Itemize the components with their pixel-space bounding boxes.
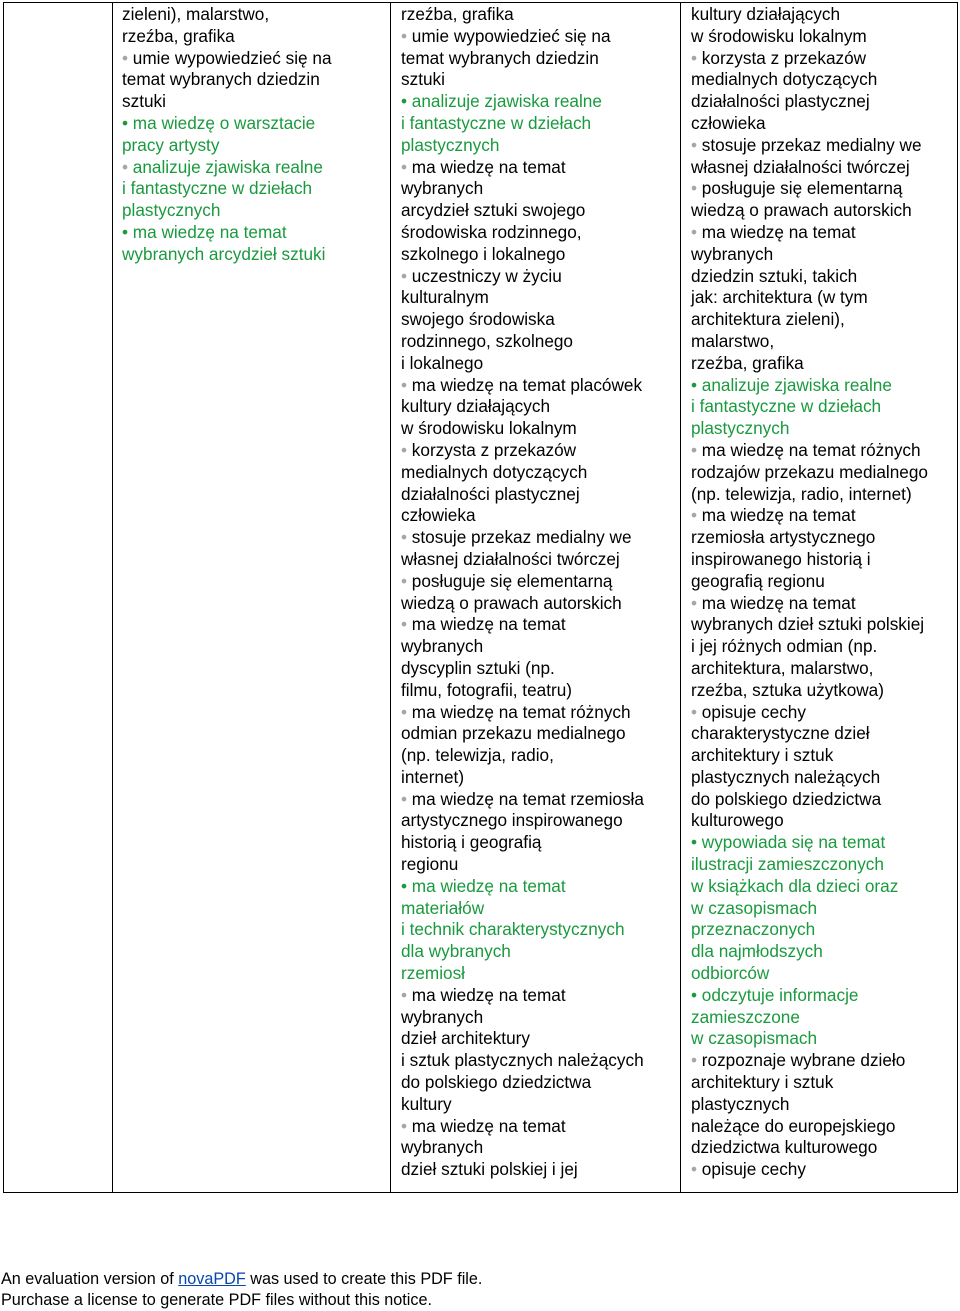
cell-line [401, 963, 680, 985]
cell-line [401, 1094, 680, 1116]
cell-line [691, 571, 957, 593]
cell-line-text: filmu, fotografii, teatru) [401, 679, 572, 700]
cell-line-text: wybranych [691, 243, 774, 264]
cell-line [401, 702, 680, 724]
bullet-icon: • [122, 156, 133, 177]
cell-line-text: ma wiedzę na temat [411, 1115, 566, 1136]
notice-line-1-suffix: was used to create this PDF file. [245, 1270, 483, 1288]
cell-line-text: wiedzą o prawach autorskich [691, 200, 912, 221]
cell-line-text: ma wiedzę na temat [132, 221, 287, 242]
bullet-icon: • [691, 701, 702, 722]
cell-line-text: rzeźba, grafika [691, 352, 804, 373]
cell-line-text: wybranych dzieł sztuki polskiej [691, 614, 925, 635]
evaluation-notice [1, 1269, 482, 1311]
cell-line [401, 113, 680, 135]
table-column-3 [681, 3, 957, 1192]
cell-line [691, 549, 957, 571]
cell-line-text: do polskiego dziedzictwa [401, 1072, 592, 1093]
notice-line-1-prefix: An evaluation version of [1, 1270, 179, 1288]
cell-line [691, 462, 957, 484]
cell-line [691, 810, 957, 832]
cell-line-text: działalności plastycznej [401, 483, 580, 504]
bullet-icon: • [122, 221, 133, 242]
bullet-icon: • [401, 91, 412, 112]
cell-line-text: kulturalnym [401, 287, 489, 308]
cell-line [691, 1028, 957, 1050]
bullet-icon: • [122, 47, 133, 68]
cell-line-text: środowiska rodzinnego, [401, 221, 582, 242]
cell-line [691, 244, 957, 266]
cell-line-text: rzemiosł [401, 963, 465, 984]
cell-line-text: dzieł sztuki polskiej i jej [401, 1159, 578, 1180]
bullet-icon: • [401, 875, 412, 896]
cell-line-text: szkolnego i lokalnego [401, 243, 566, 264]
cell-line [401, 69, 680, 91]
cell-line-text: rozpoznaje wybrane dzieło [701, 1050, 906, 1071]
cell-line [691, 222, 957, 244]
cell-line-text: opisuje cechy [701, 1159, 806, 1180]
cell-line [691, 767, 957, 789]
cell-line-text: i jej różnych odmian (np. [691, 636, 878, 657]
cell-line [691, 69, 957, 91]
bullet-icon: • [401, 25, 412, 46]
cell-line [401, 658, 680, 680]
cell-line-text: ma wiedzę na temat [701, 505, 856, 526]
cell-line-text: ilustracji zamieszczonych [691, 854, 884, 875]
cell-line-text: analizuje zjawiska realne [701, 374, 892, 395]
cell-line-text: kultury [401, 1093, 452, 1114]
cell-line [691, 527, 957, 549]
cell-line-text: plastycznych [401, 134, 500, 155]
cell-line-text: materiałów [401, 897, 485, 918]
cell-line-text: plastycznych [691, 1093, 790, 1114]
cell-line-text: odmian przekazu medialnego [401, 723, 626, 744]
cell-line-text: architektury i sztuk [691, 745, 834, 766]
cell-line-text: ma wiedzę na temat [411, 984, 566, 1005]
cell-line-text: rodzinnego, szkolnego [401, 330, 573, 351]
bullet-icon: • [691, 832, 702, 853]
cell-line [691, 745, 957, 767]
table-column-2 [391, 3, 681, 1192]
cell-line [122, 91, 390, 113]
cell-line [691, 702, 957, 724]
cell-line-text: opisuje cechy [701, 701, 806, 722]
cell-line-text: i technik charakterystycznych [401, 919, 625, 940]
bullet-icon: • [401, 614, 412, 635]
cell-line [401, 680, 680, 702]
bullet-icon: • [401, 984, 412, 1005]
cell-line-text: wybranych [401, 636, 484, 657]
bullet-icon: • [691, 984, 702, 1005]
cell-line [691, 353, 957, 375]
cell-line [401, 396, 680, 418]
cell-line [691, 1116, 957, 1138]
cell-line-text: odbiorców [691, 963, 770, 984]
cell-line [401, 919, 680, 941]
novapdf-link[interactable]: novaPDF [178, 1270, 246, 1288]
cell-line-text: i lokalnego [401, 352, 484, 373]
cell-line [401, 200, 680, 222]
cell-line [401, 789, 680, 811]
cell-line [691, 91, 957, 113]
cell-line-text: ma wiedzę na temat [411, 875, 566, 896]
table-column-1 [113, 3, 391, 1192]
cell-line [691, 266, 957, 288]
cell-line [401, 178, 680, 200]
cell-line-text: dzieł architektury [401, 1028, 530, 1049]
cell-line-text: (np. telewizja, radio, [401, 745, 554, 766]
cell-line-text: dyscyplin sztuki (np. [401, 657, 555, 678]
bullet-icon: • [691, 178, 702, 199]
cell-line [401, 135, 680, 157]
cell-line-text: temat wybranych dziedzin [401, 47, 599, 68]
cell-line-text: kulturowego [691, 810, 784, 831]
cell-line [401, 1137, 680, 1159]
cell-line-text: charakterystyczne dzieł [691, 723, 870, 744]
cell-line-text: uczestniczy w życiu [411, 265, 562, 286]
cell-line-text: temat wybranych dziedzin [122, 69, 320, 90]
cell-line-text: korzysta z przekazów [701, 47, 867, 68]
cell-line [401, 26, 680, 48]
cell-line-text: analizuje zjawiska realne [132, 156, 323, 177]
bullet-icon: • [401, 439, 412, 460]
cell-line [691, 418, 957, 440]
cell-line [122, 222, 390, 244]
cell-line-text: stosuje przekaz medialny we [701, 134, 922, 155]
cell-line-text: posługuje się elementarną [701, 178, 903, 199]
cell-line [691, 636, 957, 658]
cell-line [691, 1094, 957, 1116]
cell-line [691, 985, 957, 1007]
cell-line-text: ma wiedzę na temat [701, 592, 856, 613]
cell-line [401, 222, 680, 244]
cell-line-text: analizuje zjawiska realne [411, 91, 602, 112]
cell-line [691, 157, 957, 179]
cell-line [401, 287, 680, 309]
cell-line [691, 680, 957, 702]
cell-line-text: umie wypowiedzieć się na [411, 25, 611, 46]
cell-line [122, 135, 390, 157]
cell-line [401, 266, 680, 288]
cell-line [401, 985, 680, 1007]
cell-line [691, 1072, 957, 1094]
cell-line-text: jak: architektura (w tym [691, 287, 868, 308]
cell-line-text: ma wiedzę na temat różnych [411, 701, 631, 722]
cell-line-text: wiedzą o prawach autorskich [401, 592, 622, 613]
cell-line-text: plastycznych należących [691, 766, 881, 787]
cell-line [691, 396, 957, 418]
cell-line [691, 331, 957, 353]
cell-line [122, 157, 390, 179]
cell-line-text: korzysta z przekazów [411, 439, 577, 460]
cell-line-text: rodzajów przekazu medialnego [691, 461, 928, 482]
cell-line [691, 1007, 957, 1029]
cell-line-text: inspirowanego historią i [691, 548, 871, 569]
cell-line-text: sztuki [401, 69, 445, 90]
bullet-icon: • [691, 221, 702, 242]
cell-line-text: artystycznego inspirowanego [401, 810, 623, 831]
cell-line-text: zieleni), malarstwo, [122, 4, 270, 24]
bullet-icon: • [122, 112, 133, 133]
cell-line-text: dla wybranych [401, 941, 511, 962]
cell-line [691, 135, 957, 157]
cell-line [691, 614, 957, 636]
cell-line [691, 658, 957, 680]
cell-line [691, 484, 957, 506]
cell-line-text: w książkach dla dzieci oraz [691, 875, 899, 896]
cell-line-text: zamieszczone [691, 1006, 800, 1027]
cell-line-text: plastycznych [122, 200, 221, 221]
cell-line [691, 48, 957, 70]
cell-line [691, 854, 957, 876]
cell-line-text: i fantastyczne w dziełach [401, 112, 592, 133]
bullet-icon: • [691, 47, 702, 68]
cell-line-text: dziedzictwa kulturowego [691, 1137, 878, 1158]
cell-line-text: ma wiedzę na temat [411, 614, 566, 635]
cell-line-text: medialnych dotyczących [401, 461, 588, 482]
cell-line-text: działalności plastycznej [691, 91, 870, 112]
table-column-blank [4, 3, 113, 1192]
cell-line [122, 4, 390, 26]
cell-line-text: geografią regionu [691, 570, 825, 591]
cell-line-text: ma wiedzę o warsztacie [132, 112, 316, 133]
cell-line [401, 91, 680, 113]
cell-line [122, 200, 390, 222]
bullet-icon: • [401, 570, 412, 591]
cell-line [691, 593, 957, 615]
bullet-icon: • [401, 374, 412, 395]
cell-line [691, 178, 957, 200]
cell-line [401, 941, 680, 963]
cell-line-text: człowieka [691, 112, 766, 133]
bullet-icon: • [691, 134, 702, 155]
cell-line [401, 614, 680, 636]
cell-line [691, 723, 957, 745]
cell-line-text: swojego środowiska [401, 309, 555, 330]
cell-line-text: umie wypowiedzieć się na [132, 47, 332, 68]
cell-line-text: w czasopismach [691, 1028, 818, 1049]
cell-line-text: ma wiedzę na temat [411, 156, 566, 177]
cell-line-text: ma wiedzę na temat [701, 221, 856, 242]
cell-line [691, 375, 957, 397]
cell-line [691, 898, 957, 920]
cell-line [401, 1007, 680, 1029]
bullet-icon: • [401, 701, 412, 722]
cell-line [401, 157, 680, 179]
cell-line-text: dla najmłodszych [691, 941, 823, 962]
cell-line [401, 876, 680, 898]
cell-line [691, 876, 957, 898]
cell-line-text: kultury działających [401, 396, 551, 417]
cell-line [401, 4, 680, 26]
cell-line [401, 1072, 680, 1094]
cell-line-text: przeznaczonych [691, 919, 816, 940]
bullet-icon: • [401, 156, 412, 177]
cell-line [401, 810, 680, 832]
cell-line [401, 505, 680, 527]
cell-line-text: wybranych arcydzieł sztuki [122, 243, 326, 264]
cell-line-text: człowieka [401, 505, 476, 526]
cell-line-text: kultury działających [691, 4, 841, 24]
cell-line [401, 636, 680, 658]
cell-line-text: wypowiada się na temat [701, 832, 886, 853]
cell-line [401, 462, 680, 484]
cell-line-text: w czasopismach [691, 897, 818, 918]
cell-line-text: arcydzieł sztuki swojego [401, 200, 586, 221]
cell-line [691, 309, 957, 331]
cell-line-text: sztuki [122, 91, 166, 112]
curriculum-table [3, 2, 958, 1193]
cell-line-text: pracy artysty [122, 134, 220, 155]
cell-line [401, 854, 680, 876]
cell-line [691, 440, 957, 462]
cell-line-text: odczytuje informacje [701, 984, 859, 1005]
cell-line [401, 353, 680, 375]
cell-line-text: medialnych dotyczących [691, 69, 878, 90]
cell-line-text: własnej działalności twórczej [401, 548, 620, 569]
cell-line-text: posługuje się elementarną [411, 570, 613, 591]
cell-line-text: stosuje przekaz medialny we [411, 527, 632, 548]
notice-line-1 [1, 1269, 482, 1290]
cell-line-text: własnej działalności twórczej [691, 156, 910, 177]
cell-line-text: plastycznych [691, 418, 790, 439]
cell-line [401, 1050, 680, 1072]
cell-line-text: wybranych [401, 178, 484, 199]
cell-line [401, 527, 680, 549]
cell-line [401, 1159, 680, 1181]
cell-line [401, 549, 680, 571]
cell-line [691, 200, 957, 222]
cell-line [401, 723, 680, 745]
cell-line-text: rzeźba, grafika [401, 4, 514, 24]
cell-line-text: rzeźba, grafika [122, 25, 235, 46]
cell-line [401, 244, 680, 266]
cell-line [691, 505, 957, 527]
cell-line [122, 26, 390, 48]
cell-line [691, 1159, 957, 1181]
cell-line [691, 113, 957, 135]
cell-line [691, 1137, 957, 1159]
cell-line-text: architektury i sztuk [691, 1072, 834, 1093]
cell-line [401, 418, 680, 440]
cell-line-text: ma wiedzę na temat placówek [411, 374, 643, 395]
cell-line [401, 375, 680, 397]
cell-line-text: architektura, malarstwo, [691, 657, 874, 678]
cell-line [401, 309, 680, 331]
cell-line-text: internet) [401, 766, 465, 787]
cell-line [122, 244, 390, 266]
cell-line [401, 571, 680, 593]
cell-line [401, 1116, 680, 1138]
bullet-icon: • [691, 374, 702, 395]
bullet-icon: • [691, 505, 702, 526]
cell-line-text: do polskiego dziedzictwa [691, 788, 882, 809]
cell-line [691, 832, 957, 854]
cell-line-text: historią i geografią [401, 832, 542, 853]
cell-line [401, 745, 680, 767]
cell-line-text: wybranych [401, 1137, 484, 1158]
bullet-icon: • [401, 788, 412, 809]
cell-line-text: rzeźba, sztuka użytkowa) [691, 679, 884, 700]
cell-line-text: ma wiedzę na temat rzemiosła [411, 788, 644, 809]
cell-line [122, 113, 390, 135]
cell-line [401, 440, 680, 462]
notice-line-2: Purchase a license to generate PDF files without this notice. [1, 1291, 432, 1309]
cell-line [691, 287, 957, 309]
cell-line [401, 593, 680, 615]
cell-line [122, 48, 390, 70]
cell-line [401, 832, 680, 854]
cell-line-text: w środowisku lokalnym [401, 418, 577, 439]
cell-line [122, 69, 390, 91]
bullet-icon: • [401, 265, 412, 286]
cell-line-text: należące do europejskiego [691, 1115, 896, 1136]
bullet-icon: • [691, 439, 702, 460]
cell-line-text: i fantastyczne w dziełach [122, 178, 313, 199]
cell-line [401, 898, 680, 920]
cell-line-text: regionu [401, 854, 459, 875]
cell-line [691, 919, 957, 941]
bullet-icon: • [691, 1050, 702, 1071]
cell-line [691, 26, 957, 48]
cell-line-text: wybranych [401, 1006, 484, 1027]
cell-line-text: rzemiosła artystycznego [691, 527, 876, 548]
cell-line [401, 1028, 680, 1050]
cell-line [401, 331, 680, 353]
cell-line-text: dziedzin sztuki, takich [691, 265, 858, 286]
cell-line-text: i sztuk plastycznych należących [401, 1050, 644, 1071]
cell-line [401, 484, 680, 506]
bullet-icon: • [691, 1159, 702, 1180]
cell-line-text: ma wiedzę na temat różnych [701, 439, 921, 460]
cell-line [401, 48, 680, 70]
bullet-icon: • [691, 592, 702, 613]
bullet-icon: • [401, 1115, 412, 1136]
cell-line [401, 767, 680, 789]
cell-line [691, 941, 957, 963]
cell-line [122, 178, 390, 200]
bullet-icon: • [401, 527, 412, 548]
cell-line-text: malarstwo, [691, 330, 775, 351]
cell-line [691, 4, 957, 26]
cell-line [691, 963, 957, 985]
cell-line-text: i fantastyczne w dziełach [691, 396, 882, 417]
cell-line [691, 789, 957, 811]
cell-line-text: architektura zieleni), [691, 309, 845, 330]
cell-line [691, 1050, 957, 1072]
cell-line-text: (np. telewizja, radio, internet) [691, 483, 912, 504]
cell-line-text: w środowisku lokalnym [691, 25, 867, 46]
